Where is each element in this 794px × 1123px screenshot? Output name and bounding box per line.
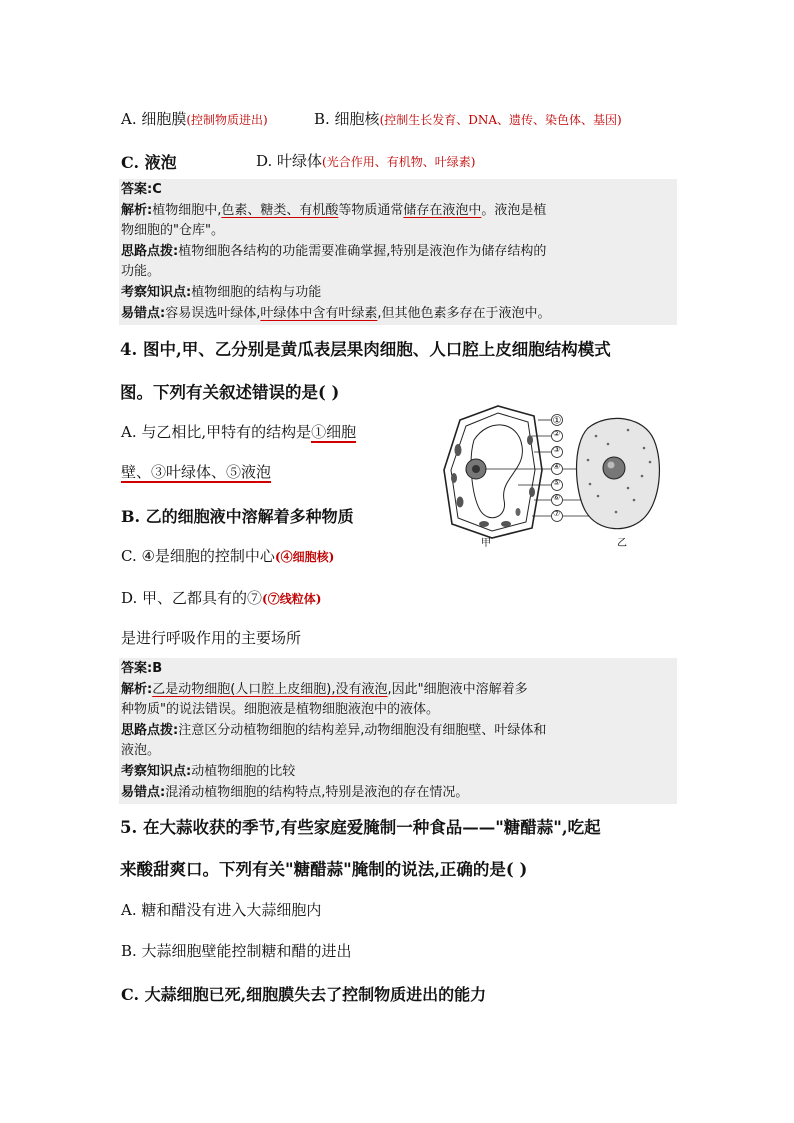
q5-option-b: B. 大蒜细胞壁能控制糖和醋的进出 xyxy=(121,942,352,960)
q4-stem-line2: 图。下列有关叙述错误的是( ) xyxy=(120,383,340,402)
q4-option-a-highlight: ①细胞 xyxy=(311,423,357,441)
cell-diagram xyxy=(438,400,668,552)
q4-analysis-text: 种物质"的说法错误。细胞液是植物细胞液泡中的液体。 xyxy=(121,702,439,718)
q3-knowledge-text: 植物细胞的结构与功能 xyxy=(191,284,322,300)
q4-answer-box xyxy=(119,658,677,804)
q5-option-c: C. 大蒜细胞已死,细胞膜失去了控制物质进出的能力 xyxy=(121,985,487,1004)
animal-cell xyxy=(577,418,660,528)
q4-analysis-key: 解析: xyxy=(121,681,153,697)
q3-option-c: C. 液泡 xyxy=(121,153,177,172)
q4-option-d-label: D. 甲、乙都具有的⑦ xyxy=(121,589,263,607)
q4-option-c-note: (④细胞核) xyxy=(274,550,335,564)
q4-analysis-highlight: 乙是动物细胞(人口腔上皮细胞),没有液泡 xyxy=(152,681,388,697)
q3-pitfall-highlight: 叶绿体中含有叶绿素 xyxy=(260,305,378,321)
q3-hint-key: 思路点拨: xyxy=(121,243,179,259)
q3-option-a-note: (控制物质进出) xyxy=(186,113,268,127)
diagram-label-6: ⑥ xyxy=(553,493,561,502)
q3-option-d-label: D. 叶绿体 xyxy=(256,152,323,170)
q5-stem-line2: 来酸甜爽口。下列有关"糖醋蒜"腌制的说法,正确的是( ) xyxy=(120,860,528,879)
q3-analysis-text: 植物细胞中, xyxy=(152,202,222,218)
diagram-label-1: ① xyxy=(552,415,562,427)
q3-analysis-highlight: 储存在液泡中 xyxy=(403,202,482,218)
q5-stem-line1: 5. 在大蒜收获的季节,有些家庭爱腌制一种食品——"糖醋蒜",吃起 xyxy=(120,818,601,837)
q3-pitfall-text: 容易误选叶绿体, xyxy=(165,305,261,321)
q4-knowledge-key: 考察知识点: xyxy=(121,763,192,779)
q3-knowledge-key: 考察知识点: xyxy=(121,284,192,300)
diagram-label-3: ③ xyxy=(553,445,561,454)
q4-answer-key: 答案: xyxy=(121,661,153,676)
q3-option-b-note: (控制生长发育、DNA、遗传、染色体、基因) xyxy=(379,113,622,127)
q5-option-a: A. 糖和醋没有进入大蒜细胞内 xyxy=(121,901,322,919)
q4-option-c-label: C. ④是细胞的控制中心 xyxy=(121,547,275,565)
q3-answer-key: 答案: xyxy=(121,182,153,197)
caption-yi: 乙 xyxy=(617,538,627,549)
q3-pitfall-key: 易错点: xyxy=(121,305,166,321)
diagram-label-5: ⑤ xyxy=(553,478,561,487)
q4-option-b: B. 乙的细胞液中溶解着多种物质 xyxy=(121,507,354,526)
q4-hint-key: 思路点拨: xyxy=(121,722,179,738)
q3-option-a-label: A. 细胞膜 xyxy=(121,110,187,128)
q3-option-b xyxy=(314,108,622,129)
q4-hint-text: 注意区分动植物细胞的结构差异,动物细胞没有细胞壁、叶绿体和 xyxy=(178,722,547,738)
q4-option-a-line1 xyxy=(121,421,356,442)
q3-option-a xyxy=(121,108,268,129)
q3-hint-text: 功能。 xyxy=(121,264,161,280)
q4-pitfall-text: 混淆动植物细胞的结构特点,特别是液泡的存在情况。 xyxy=(165,784,469,800)
q4-knowledge-text: 动植物细胞的比较 xyxy=(191,763,296,779)
q4-answer-value: B xyxy=(152,661,163,676)
caption-jia: 甲 xyxy=(481,538,491,549)
q3-analysis-highlight: 色素、糖类、有机酸 xyxy=(221,202,339,218)
q4-option-a-line2 xyxy=(121,461,271,482)
q3-option-d-note: (光合作用、有机物、叶绿素) xyxy=(322,155,476,169)
q3-pitfall-text: ,但其他色素多存在于液泡中。 xyxy=(377,305,551,321)
q3-hint-text: 植物细胞各结构的功能需要准确掌握,特别是液泡作为储存结构的 xyxy=(178,243,547,259)
q4-hint-text: 液泡。 xyxy=(121,743,161,759)
q3-option-b-label: B. 细胞核 xyxy=(314,110,380,128)
q3-analysis-key: 解析: xyxy=(121,202,153,218)
diagram-label-2: ② xyxy=(553,429,561,438)
q4-pitfall-key: 易错点: xyxy=(121,784,166,800)
q3-analysis-text: 等物质通常 xyxy=(338,202,404,218)
q3-option-d xyxy=(256,150,475,171)
q3-analysis-text: 物细胞的"仓库"。 xyxy=(121,223,224,239)
q3-analysis-text: 。液泡是植 xyxy=(481,202,547,218)
q3-answer-box xyxy=(119,179,677,325)
q4-option-d-continued: 是进行呼吸作用的主要场所 xyxy=(121,629,302,647)
plant-cell xyxy=(444,406,542,538)
q4-option-a-text: A. 与乙相比,甲特有的结构是 xyxy=(121,423,312,441)
q4-option-c xyxy=(121,545,334,566)
q4-option-a-highlight: 壁、③叶绿体、⑤液泡 xyxy=(121,463,272,481)
diagram-label-4: ④ xyxy=(553,462,561,471)
q4-option-d-note: (⑦线粒体) xyxy=(262,592,322,606)
diagram-label-7: ⑦ xyxy=(553,509,561,518)
q4-option-d xyxy=(121,587,321,608)
q4-stem-line1: 4. 图中,甲、乙分别是黄瓜表层果肉细胞、人口腔上皮细胞结构模式 xyxy=(120,340,611,359)
q3-answer-value: C xyxy=(152,182,162,197)
q4-analysis-text: ,因此"细胞液中溶解着多 xyxy=(387,681,528,697)
